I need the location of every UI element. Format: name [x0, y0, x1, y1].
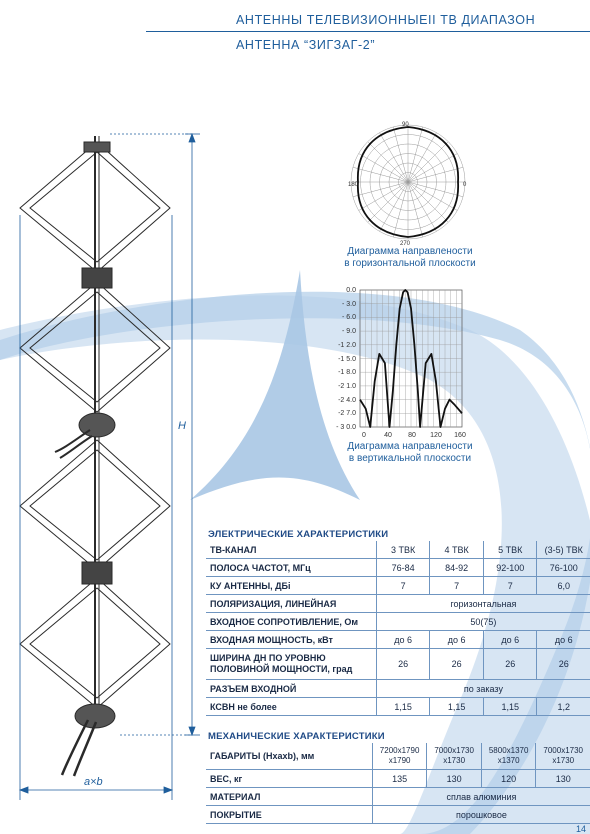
- y-tick-label: -2 7.0: [338, 410, 356, 418]
- spec-value: 76-100: [537, 559, 590, 577]
- spec-label: МАТЕРИАЛ: [206, 788, 372, 806]
- polar-spoke: [359, 154, 408, 183]
- spec-row: [206, 743, 590, 770]
- spec-label: ПОЛОСА ЧАСТОТ, МГц: [206, 559, 376, 577]
- spec-value: 130: [427, 770, 482, 788]
- polar-label-bottom: 270: [400, 241, 411, 247]
- y-tick-label: -1 2.0: [338, 341, 356, 349]
- mechanical-title: МЕХАНИЧЕСКИЕ ХАРАКТЕРИСТИКИ: [208, 731, 385, 742]
- y-tick-label: - 6.0: [341, 314, 356, 322]
- spec-value: 7: [483, 577, 537, 595]
- spec-row: [206, 770, 590, 788]
- electrical-table: [206, 541, 590, 716]
- spec-value: 135: [372, 770, 427, 788]
- polar-spoke: [380, 133, 409, 182]
- polar-spoke: [408, 133, 437, 182]
- header-divider: [146, 31, 590, 32]
- spec-value: 26: [483, 649, 537, 680]
- polar-caption-2: в горизонтальной плоскости: [344, 258, 476, 269]
- spec-row: [206, 559, 590, 577]
- y-tick-label: -2 1.0: [338, 382, 356, 390]
- polar-label-left: 180: [348, 182, 359, 188]
- spec-label: ВХОДНОЕ СОПРОТИВЛЕНИЕ, Ом: [206, 613, 376, 631]
- x-tick-label: 0: [362, 432, 366, 439]
- polar-caption-1: Диаграмма направлености: [347, 246, 473, 257]
- spec-value: 120: [481, 770, 536, 788]
- polar-label-right: 0: [463, 182, 467, 188]
- polar-diagram: [351, 125, 465, 239]
- spec-label: ШИРИНА ДН ПО УРОВНЮ ПОЛОВИНОЙ МОЩНОСТИ, град: [206, 649, 376, 680]
- spec-value: 1,15: [430, 698, 484, 716]
- x-tick-label: 40: [384, 432, 392, 439]
- pattern-caption-1: Диаграмма направлености: [347, 441, 473, 452]
- spec-value-merged: 50(75): [376, 613, 590, 631]
- x-tick-label: 120: [430, 432, 442, 439]
- spec-value: до 6: [483, 631, 537, 649]
- spec-value: 7000х1730 х1730: [536, 743, 590, 770]
- x-tick-label: 160: [454, 432, 466, 439]
- spec-value-merged: порошковое: [372, 806, 590, 824]
- spec-row: [206, 613, 590, 631]
- polar-spoke: [368, 182, 408, 222]
- spec-row: [206, 806, 590, 824]
- spec-value: 7: [376, 577, 430, 595]
- polar-spoke: [380, 182, 409, 231]
- polar-spoke: [408, 182, 457, 211]
- spec-value: 26: [430, 649, 484, 680]
- spec-value: 76-84: [376, 559, 430, 577]
- y-tick-label: - 3.0: [341, 300, 356, 308]
- spec-value: 5800х1370 х1370: [481, 743, 536, 770]
- spec-value-merged: сплав алюминия: [372, 788, 590, 806]
- spec-label: КСВН не более: [206, 698, 376, 716]
- spec-value: до 6: [430, 631, 484, 649]
- spec-row: [206, 541, 590, 559]
- spec-value: 1,15: [376, 698, 430, 716]
- spec-value: 7: [430, 577, 484, 595]
- polar-spoke: [359, 182, 408, 211]
- spec-value: 7200х1790 х1790: [372, 743, 427, 770]
- pattern-caption-2: в вертикальной плоскости: [348, 453, 472, 464]
- page-title: АНТЕННА “ЗИГЗАГ-2”: [236, 38, 376, 52]
- spec-value: 3 ТВК: [376, 541, 430, 559]
- spec-value: 84-92: [430, 559, 484, 577]
- spec-value: до 6: [376, 631, 430, 649]
- spec-row: [206, 698, 590, 716]
- y-tick-label: - 9.0: [341, 328, 356, 336]
- spec-value-merged: по заказу: [376, 680, 590, 698]
- height-label: H: [178, 420, 186, 432]
- polar-label-top: 90: [402, 122, 409, 128]
- spec-row: [206, 631, 590, 649]
- spec-label: ВЕС, кг: [206, 770, 372, 788]
- spec-row: [206, 680, 590, 698]
- spec-label: КУ АНТЕННЫ, ДБі: [206, 577, 376, 595]
- height-dimension: [110, 134, 200, 735]
- y-tick-label: -1 5.0: [338, 355, 356, 363]
- spec-label: ГАБАРИТЫ (Нхахb), мм: [206, 743, 372, 770]
- polar-spoke: [408, 182, 437, 231]
- polar-spoke: [368, 142, 408, 182]
- spec-row: [206, 595, 590, 613]
- y-tick-label: -1 8.0: [338, 369, 356, 377]
- mechanical-table: [206, 743, 590, 824]
- spec-label: ПОКРЫТИЕ: [206, 806, 372, 824]
- page-number: 14: [575, 824, 586, 834]
- spec-label: ВХОДНАЯ МОЩНОСТЬ, кВт: [206, 631, 376, 649]
- spec-value: 26: [537, 649, 590, 680]
- polar-spoke: [408, 182, 448, 222]
- header-band: II ТВ ДИАПАЗОН: [428, 13, 536, 27]
- spec-value: до 6: [537, 631, 590, 649]
- spec-row: [206, 788, 590, 806]
- header-category: АНТЕННЫ ТЕЛЕВИЗИОННЫЕ: [236, 13, 429, 27]
- x-tick-label: 80: [408, 432, 416, 439]
- spec-value: 1,2: [537, 698, 590, 716]
- spec-value: 5 ТВК: [483, 541, 537, 559]
- polar-spoke: [408, 154, 457, 183]
- spec-row: [206, 577, 590, 595]
- spec-label: РАЗЪЕМ ВХОДНОЙ: [206, 680, 376, 698]
- spec-row: [206, 649, 590, 680]
- spec-value: 7000х1730 х1730: [427, 743, 482, 770]
- polar-spoke: [408, 142, 448, 182]
- y-tick-label: 0.0: [346, 287, 356, 294]
- spec-value: (3-5) ТВК: [537, 541, 590, 559]
- antenna-drawing: [20, 136, 170, 776]
- spec-label: ТВ-КАНАЛ: [206, 541, 376, 559]
- electrical-title: ЭЛЕКТРИЧЕСКИЕ ХАРАКТЕРИСТИКИ: [208, 529, 389, 540]
- spec-value: 1,15: [483, 698, 537, 716]
- spec-value: 26: [376, 649, 430, 680]
- y-tick-label: - 3 0.0: [336, 424, 356, 431]
- spec-label: ПОЛЯРИЗАЦИЯ, ЛИНЕЙНАЯ: [206, 595, 376, 613]
- spec-value: 6,0: [537, 577, 590, 595]
- spec-value-merged: горизонтальная: [376, 595, 590, 613]
- base-label: a×b: [84, 776, 103, 788]
- spec-value: 92-100: [483, 559, 537, 577]
- spec-value: 4 ТВК: [430, 541, 484, 559]
- spec-value: 130: [536, 770, 590, 788]
- y-tick-label: -2 4.0: [338, 396, 356, 404]
